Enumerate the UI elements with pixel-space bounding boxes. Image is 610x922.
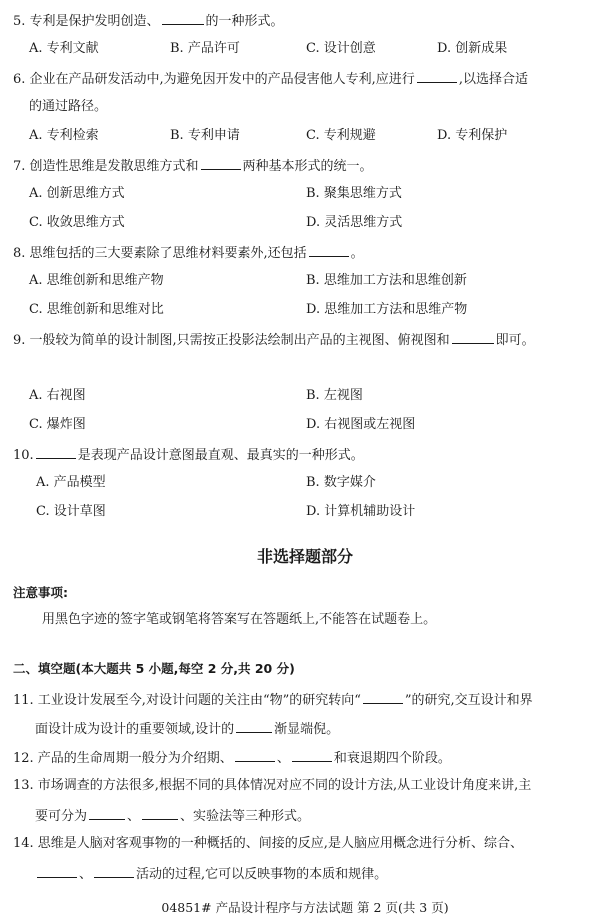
q13-blank-1: [89, 807, 125, 820]
q13-sep: 、: [127, 809, 141, 824]
q11-text-pre: 11. 工业设计发展至今,对设计问题的关注由“物”的研究转向“: [13, 693, 361, 708]
q7-option-a: A. 创新思维方式: [29, 186, 125, 201]
question-8: [13, 244, 364, 262]
q8-option-a: A. 思维创新和思维产物: [29, 273, 164, 288]
q9-text-pre: 9. 一般较为简单的设计制图,只需按正投影法绘制出产品的主视图、俯视图和: [13, 333, 450, 348]
q5-blank: [162, 12, 204, 25]
question-12: [13, 749, 451, 767]
q14-sep: 、: [79, 867, 93, 882]
q6-text-pre: 6. 企业在产品研发活动中,为避免因开发中的产品侵害他人专利,应进行: [13, 72, 415, 87]
q11-blank-1: [363, 691, 403, 704]
q14-text-line2-post: 活动的过程,它可以反映事物的本质和规律。: [136, 867, 388, 882]
notice-heading: 注意事项:: [13, 585, 68, 600]
question-6: [13, 70, 528, 88]
q5-option-d: D. 创新成果: [437, 41, 508, 56]
q12-blank-1: [235, 749, 275, 762]
q5-text-post: 的一种形式。: [205, 14, 284, 29]
q10-text-pre: 10.: [13, 448, 34, 463]
q5-option-a: A. 专利文献: [29, 41, 99, 56]
question-9: [13, 331, 535, 349]
section-title: 非选择题部分: [256, 547, 353, 566]
page-footer: 04851# 产品设计程序与方法试题 第 2 页(共 3 页): [161, 900, 449, 915]
question-5: [13, 12, 284, 30]
q6-text-line2: 的通过路径。: [29, 99, 108, 114]
q12-blank-2: [292, 749, 332, 762]
q10-option-a: A. 产品模型: [36, 475, 106, 490]
q7-option-d: D. 灵活思维方式: [306, 215, 403, 230]
part2-heading: 二、填空题(本大题共 5 小题,每空 2 分,共 20 分): [13, 661, 295, 676]
q8-blank: [309, 244, 349, 257]
q7-blank: [201, 157, 241, 170]
q9-option-b: B. 左视图: [306, 388, 363, 403]
q13-text-line2-post: 、实验法等三种形式。: [180, 809, 311, 824]
q11-text-mid: ”的研究,交互设计和界: [404, 693, 533, 708]
q8-option-b: B. 思维加工方法和思维创新: [306, 273, 467, 288]
q12-text-pre: 12. 产品的生命周期一般分为介绍期、: [13, 751, 233, 766]
q6-option-b: B. 专利申请: [170, 128, 240, 143]
q14-line2: [35, 865, 387, 883]
q11-blank-2: [236, 720, 272, 733]
q9-option-c: C. 爆炸图: [29, 417, 86, 432]
q11-line2: [35, 720, 339, 738]
q12-sep: 、: [276, 751, 290, 766]
q10-option-d: D. 计算机辅助设计: [306, 504, 416, 519]
q6-option-d: D. 专利保护: [437, 128, 508, 143]
q13-line2: [35, 807, 310, 825]
q8-option-c: C. 思维创新和思维对比: [29, 302, 164, 317]
question-13: 13. 市场调查的方法很多,根据不同的具体情况对应不同的设计方法,从工业设计角度来讲,主: [13, 778, 532, 793]
q10-option-b: B. 数字媒介: [306, 475, 376, 490]
q5-text-pre: 5. 专利是保护发明创造、: [13, 14, 160, 29]
q6-option-a: A. 专利检索: [29, 128, 99, 143]
q9-text-post: 即可。: [495, 333, 535, 348]
q13-blank-2: [142, 807, 178, 820]
q8-text-pre: 8. 思维包括的三大要素除了思维材料要素外,还包括: [13, 246, 307, 261]
q9-blank: [452, 331, 494, 344]
q10-text-post: 是表现产品设计意图最直观、最真实的一种形式。: [77, 448, 364, 463]
q7-text-pre: 7. 创造性思维是发散思维方式和: [13, 159, 199, 174]
q10-blank: [36, 446, 76, 459]
question-14: 14. 思维是人脑对客观事物的一种概括的、间接的反应,是人脑应用概念进行分析、综合、: [13, 836, 523, 851]
q8-text-post: 。: [350, 246, 364, 261]
q8-option-d: D. 思维加工方法和思维产物: [306, 302, 468, 317]
q9-option-a: A. 右视图: [29, 388, 86, 403]
q13-text-line2-pre: 要可分为: [35, 809, 88, 824]
q6-blank: [417, 70, 457, 83]
q5-option-b: B. 产品许可: [170, 41, 240, 56]
q14-blank-1: [37, 865, 77, 878]
q7-option-c: C. 收敛思维方式: [29, 215, 125, 230]
notice-text: 用黑色字迹的签字笔或钢笔将答案写在答题纸上,不能答在试题卷上。: [42, 612, 437, 627]
q6-text-post: ,以选择合适: [458, 72, 528, 87]
q11-text-line2-pre: 面设计成为设计的重要领域,设计的: [35, 722, 235, 737]
q14-blank-2: [94, 865, 134, 878]
q11-text-line2-post: 渐显端倪。: [274, 722, 340, 737]
q7-text-post: 两种基本形式的统一。: [242, 159, 373, 174]
q6-option-c: C. 专利规避: [306, 128, 376, 143]
q9-option-d: D. 右视图或左视图: [306, 417, 416, 432]
question-10: [13, 446, 364, 464]
question-7: [13, 157, 373, 175]
q10-option-c: C. 设计草图: [36, 504, 106, 519]
q12-text-post: 和衰退期四个阶段。: [333, 751, 451, 766]
q5-option-c: C. 设计创意: [306, 41, 376, 56]
question-11: [13, 691, 533, 709]
q7-option-b: B. 聚集思维方式: [306, 186, 402, 201]
